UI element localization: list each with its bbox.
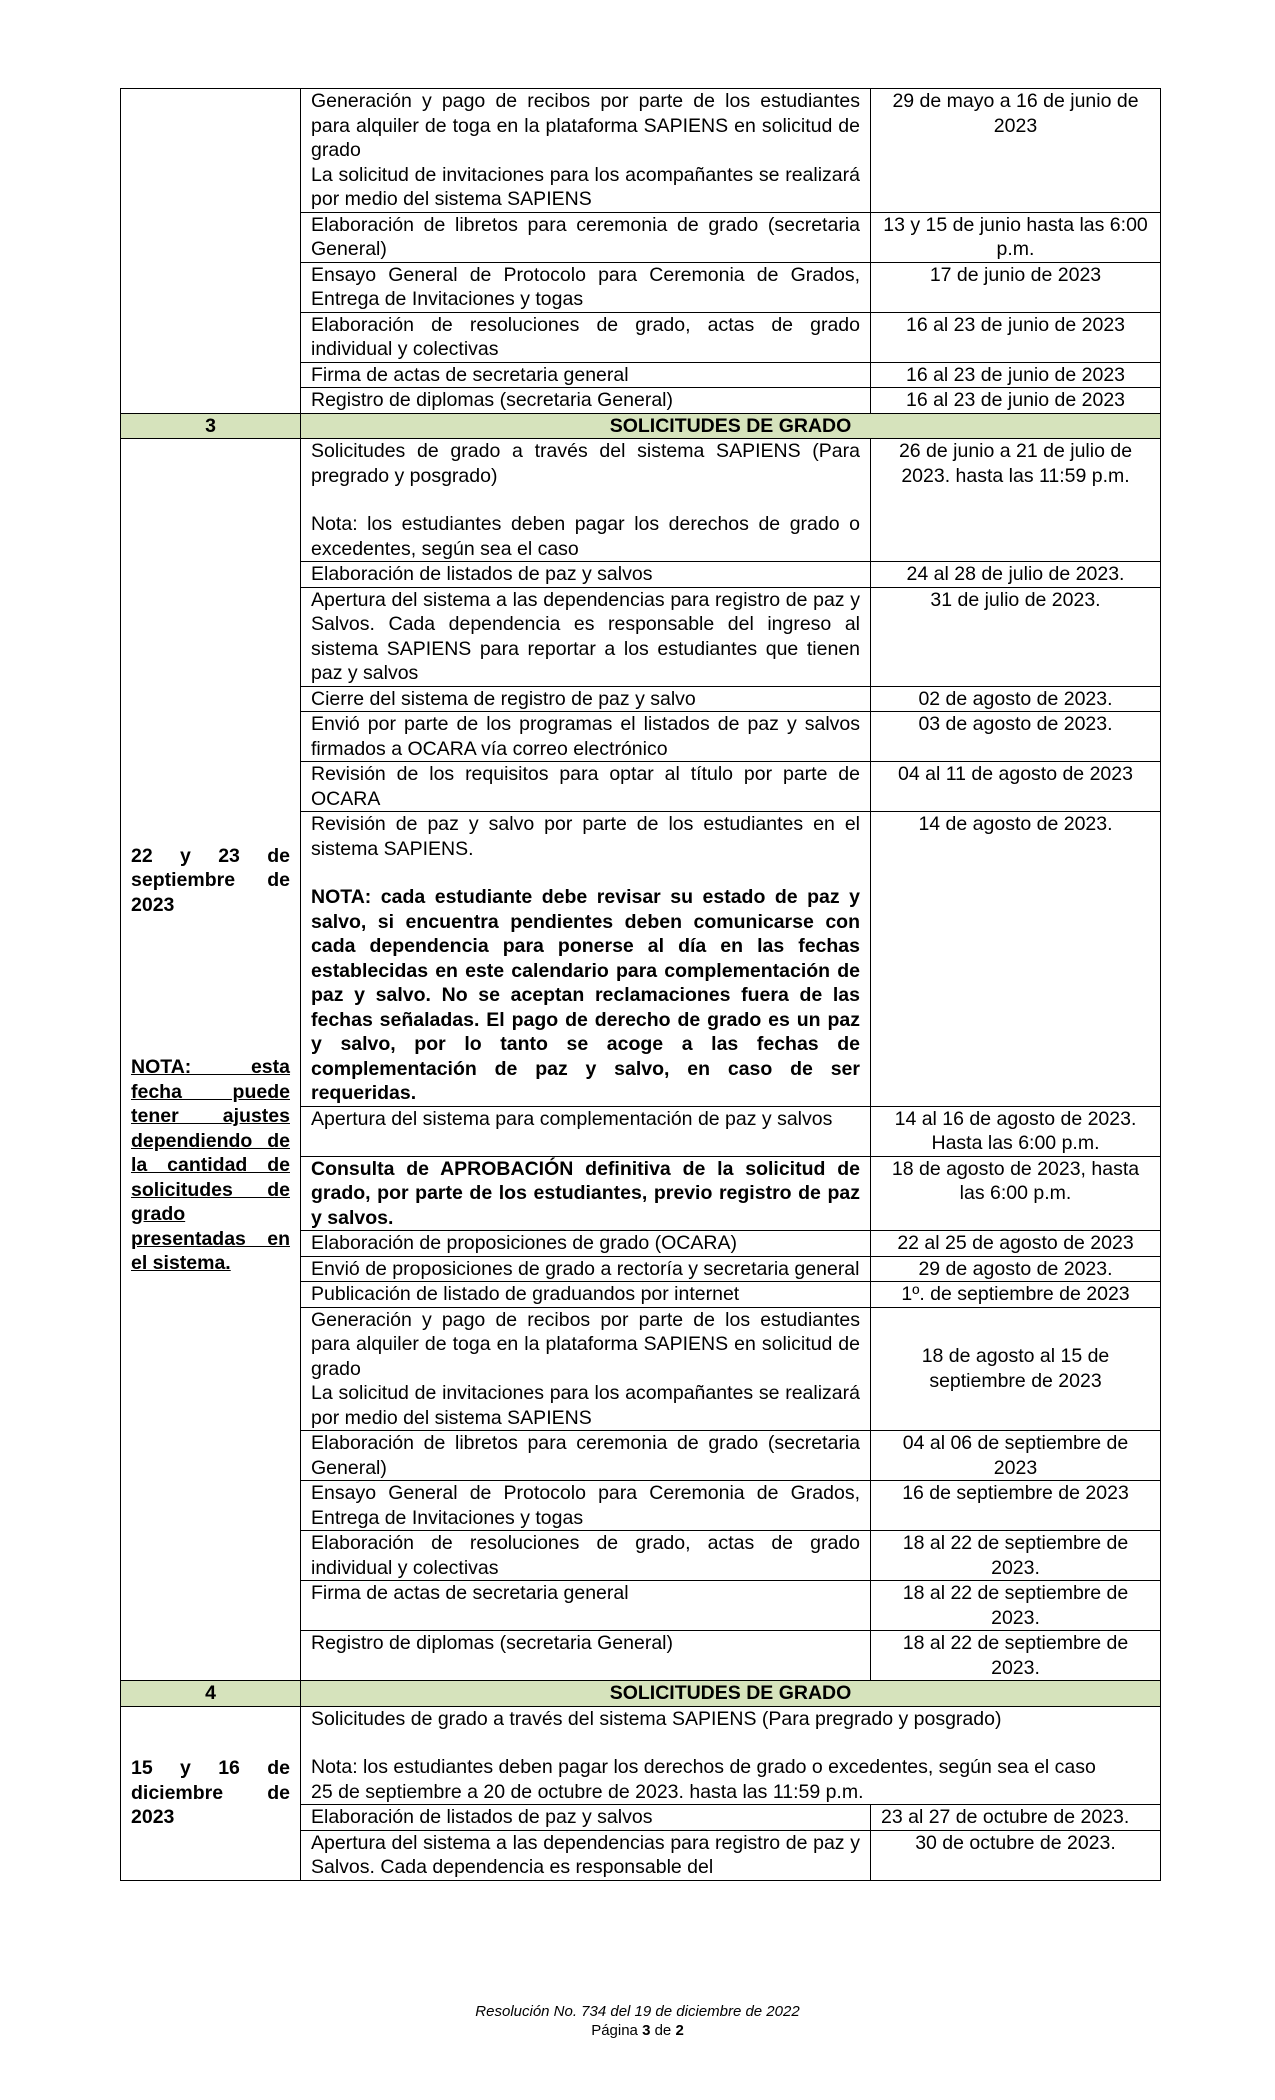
activity-cell: Elaboración de listados de paz y salvos xyxy=(301,1805,871,1831)
date-cell: 17 de junio de 2023 xyxy=(871,262,1161,312)
calendar-table xyxy=(120,88,1161,1881)
page-footer xyxy=(0,2002,1275,2040)
date-cell: 04 al 06 de septiembre de 2023 xyxy=(871,1431,1161,1481)
activity-cell: Firma de actas de secretaria general xyxy=(301,1581,871,1631)
table-row xyxy=(121,89,1161,213)
date-cell: 18 al 22 de septiembre de 2023. xyxy=(871,1631,1161,1681)
date-cell: 13 y 15 de junio hasta las 6:00 p.m. xyxy=(871,212,1161,262)
section-title: SOLICITUDES DE GRADO xyxy=(301,1681,1161,1707)
activity-cell: Elaboración de resoluciones de grado, actas de grado individual y colectivas xyxy=(301,312,871,362)
date-cell: 30 de octubre de 2023. xyxy=(871,1830,1161,1880)
activity-cell: Generación y pago de recibos por parte de los estudiantes para alquiler de toga en la plataforma SAPIENS en solicitud de grado La solicitud de invitaciones para los acompañantes se realizará por medio del sistema SAPIENS xyxy=(301,89,871,213)
activity-cell: Apertura del sistema a las dependencias para registro de paz y Salvos. Cada dependencia es responsable del ingreso al sistema SAPIENS para reportar a los estudiantes que tienen paz y salvos xyxy=(301,587,871,686)
section-date-cell xyxy=(121,439,301,1681)
activity-cell: Envió por parte de los programas el listados de paz y salvos firmados a OCARA vía correo electrónico xyxy=(301,712,871,762)
date-cell: 18 de agosto al 15 de septiembre de 2023 xyxy=(871,1307,1161,1431)
date-cell: 14 de agosto de 2023. xyxy=(871,812,1161,1107)
date-cell: 23 al 27 de octubre de 2023. xyxy=(871,1805,1161,1831)
date-cell: 14 al 16 de agosto de 2023. Hasta las 6:00 p.m. xyxy=(871,1106,1161,1156)
activity-cell: Firma de actas de secretaria general xyxy=(301,362,871,388)
date-cell: 18 al 22 de septiembre de 2023. xyxy=(871,1581,1161,1631)
date-cell: 16 al 23 de junio de 2023 xyxy=(871,388,1161,414)
activity-cell: Consulta de APROBACIÓN definitiva de la solicitud de grado, por parte de los estudiantes, previo registro de paz y salvos. xyxy=(301,1156,871,1231)
date-cell: 04 al 11 de agosto de 2023 xyxy=(871,762,1161,812)
section-number: 3 xyxy=(121,413,301,439)
date-cell: 16 al 23 de junio de 2023 xyxy=(871,312,1161,362)
date-cell: 26 de junio a 21 de julio de 2023. hasta las 11:59 p.m. xyxy=(871,439,1161,562)
date-cell: 16 de septiembre de 2023 xyxy=(871,1481,1161,1531)
activity-cell: Apertura del sistema a las dependencias para registro de paz y Salvos. Cada dependencia es responsable del xyxy=(301,1830,871,1880)
table-row xyxy=(121,439,1161,562)
date-cell: 1º. de septiembre de 2023 xyxy=(871,1282,1161,1308)
date-cell: 18 al 22 de septiembre de 2023. xyxy=(871,1531,1161,1581)
page-number: Página 3 de 2 xyxy=(591,2022,684,2039)
section-header-row xyxy=(121,413,1161,439)
activity-cell: Cierre del sistema de registro de paz y salvo xyxy=(301,686,871,712)
activity-cell: Generación y pago de recibos por parte de los estudiantes para alquiler de toga en la plataforma SAPIENS en solicitud de grado La solicitud de invitaciones para los acompañantes se realizará por medio del sistema SAPIENS xyxy=(301,1307,871,1431)
date-cell: 29 de agosto de 2023. xyxy=(871,1256,1161,1282)
section-number: 4 xyxy=(121,1681,301,1707)
date-cell: 29 de mayo a 16 de junio de 2023 xyxy=(871,89,1161,213)
activity-cell: Ensayo General de Protocolo para Ceremonia de Grados, Entrega de Invitaciones y togas xyxy=(301,262,871,312)
date-cell: 18 de agosto de 2023, hasta las 6:00 p.m. xyxy=(871,1156,1161,1231)
date-cell: 24 al 28 de julio de 2023. xyxy=(871,562,1161,588)
activity-cell: Revisión de los requisitos para optar al título por parte de OCARA xyxy=(301,762,871,812)
date-cell: 31 de julio de 2023. xyxy=(871,587,1161,686)
date-cell: 16 al 23 de junio de 2023 xyxy=(871,362,1161,388)
activity-cell: Publicación de listado de graduandos por internet xyxy=(301,1282,871,1308)
activity-cell: Revisión de paz y salvo por parte de los estudiantes en el sistema SAPIENS. NOTA: cada estudiante debe revisar su estado de paz y salvo, si encuentra pendientes deben comunicarse con cada dependencia para ponerse al día en las fechas establecidas en este calendario para complementación de paz y salvo. No se aceptan reclamaciones fuera de las fechas señaladas. El pago de derecho de grado es un paz y salvo, por lo tanto se acoge a las fechas de complementación de paz y salvo, en caso de ser requeridas. xyxy=(301,812,871,1107)
activity-cell: Elaboración de resoluciones de grado, actas de grado individual y colectivas xyxy=(301,1531,871,1581)
section-date: 22 y 23 de septiembre de 2023 xyxy=(131,844,290,916)
left-cell-blank xyxy=(121,89,301,414)
activity-cell: Registro de diplomas (secretaria General) xyxy=(301,1631,871,1681)
date-cell: 22 al 25 de agosto de 2023 xyxy=(871,1231,1161,1257)
section-header-row xyxy=(121,1681,1161,1707)
activity-cell: Solicitudes de grado a través del sistema SAPIENS (Para pregrado y posgrado) Nota: los estudiantes deben pagar los derechos de grado o excedentes, según sea el caso 25 de septiembre a 20 de octubre de 2023. hasta las 11:59 p.m. xyxy=(301,1706,1161,1805)
date-cell: 03 de agosto de 2023. xyxy=(871,712,1161,762)
activity-cell: Apertura del sistema para complementación de paz y salvos xyxy=(301,1106,871,1156)
activity-cell: Solicitudes de grado a través del sistema SAPIENS (Para pregrado y posgrado) Nota: los estudiantes deben pagar los derechos de grado o excedentes, según sea el caso xyxy=(301,439,871,562)
section-note: NOTA: esta fecha puede tener ajustes dependiendo de la cantidad de solicitudes de grado presentadas en el sistema. xyxy=(131,1056,290,1274)
date-cell: 02 de agosto de 2023. xyxy=(871,686,1161,712)
activity-cell: Elaboración de listados de paz y salvos xyxy=(301,562,871,588)
section-date: 15 y 16 de diciembre de 2023 xyxy=(131,1757,290,1829)
paz-y-salvo-note: NOTA: cada estudiante debe revisar su estado de paz y salvo, si encuentra pendientes deben comunicarse con cada dependencia para ponerse al día en las fechas establecidas en este calendario para complementación de paz y salvo. No se aceptan reclamaciones fuera de las fechas señaladas. El pago de derecho de grado es un paz y salvo, por lo tanto se acoge a las fechas de complementación de paz y salvo, en caso de ser requeridas. xyxy=(311,886,860,1104)
resolution-reference: Resolución No. 734 del 19 de diciembre de 2022 xyxy=(475,2003,800,2020)
activity-cell: Ensayo General de Protocolo para Ceremonia de Grados, Entrega de Invitaciones y togas xyxy=(301,1481,871,1531)
activity-cell: Elaboración de libretos para ceremonia de grado (secretaria General) xyxy=(301,212,871,262)
section-title: SOLICITUDES DE GRADO xyxy=(301,413,1161,439)
activity-cell: Elaboración de proposiciones de grado (OCARA) xyxy=(301,1231,871,1257)
document-page xyxy=(120,88,1160,1881)
activity-cell: Envió de proposiciones de grado a rectoría y secretaria general xyxy=(301,1256,871,1282)
activity-cell: Registro de diplomas (secretaria General) xyxy=(301,388,871,414)
section-date-cell xyxy=(121,1706,301,1880)
activity-cell: Elaboración de libretos para ceremonia de grado (secretaria General) xyxy=(301,1431,871,1481)
table-row xyxy=(121,1706,1161,1805)
